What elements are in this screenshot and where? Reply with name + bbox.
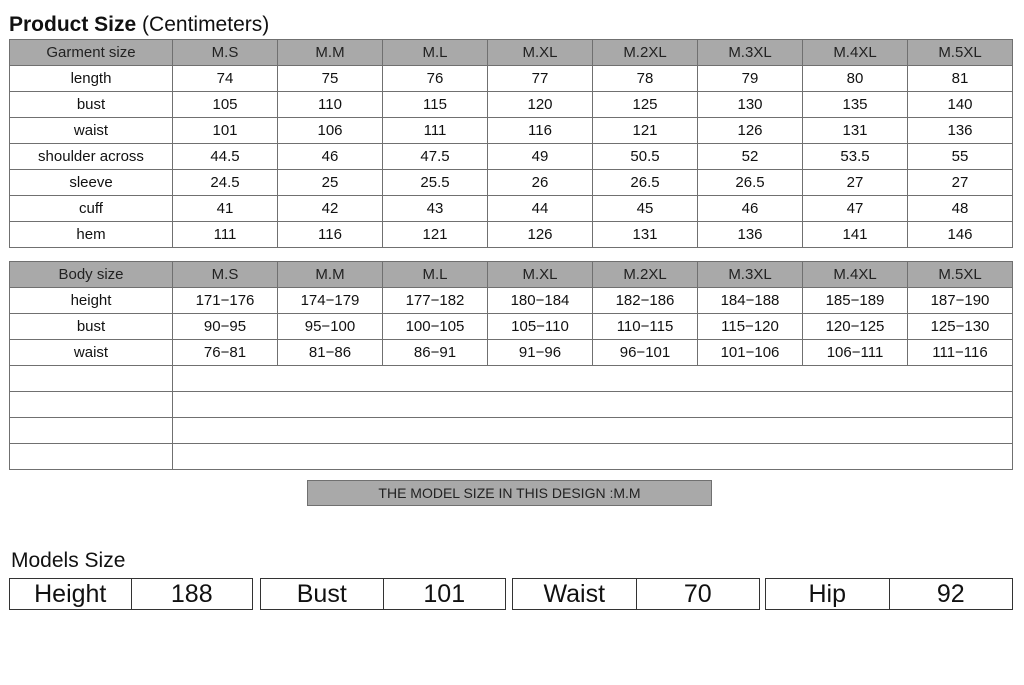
garment-cell: 135 xyxy=(803,92,908,118)
body-cell: 111−116 xyxy=(908,340,1013,366)
garment-row xyxy=(10,196,1013,222)
garment-cell: 43 xyxy=(383,196,488,222)
garment-header-cell: M.4XL xyxy=(803,40,908,66)
garment-cell: 46 xyxy=(698,196,803,222)
model-bust-label: Bust xyxy=(296,580,347,608)
garment-cell-label: hem xyxy=(10,222,173,248)
body-cell: 120−125 xyxy=(803,314,908,340)
garment-cell: 48 xyxy=(908,196,1013,222)
body-header-cell: M.4XL xyxy=(803,262,908,288)
empty-row xyxy=(10,392,1013,418)
body-cell: 81−86 xyxy=(278,340,383,366)
garment-header-cell: Garment size xyxy=(10,40,173,66)
garment-cell: 27 xyxy=(803,170,908,196)
garment-cell-label: cuff xyxy=(10,196,173,222)
body-header-cell: M.S xyxy=(173,262,278,288)
garment-cell: 146 xyxy=(908,222,1013,248)
garment-cell: 126 xyxy=(488,222,593,248)
garment-cell: 115 xyxy=(383,92,488,118)
empty-label-cell xyxy=(10,366,173,392)
garment-cell: 80 xyxy=(803,66,908,92)
body-header-cell: M.3XL xyxy=(698,262,803,288)
garment-cell-label: shoulder across xyxy=(10,144,173,170)
garment-row xyxy=(10,118,1013,144)
garment-cell: 41 xyxy=(173,196,278,222)
garment-header-cell: M.5XL xyxy=(908,40,1013,66)
empty-row xyxy=(10,444,1013,470)
garment-cell: 53.5 xyxy=(803,144,908,170)
page-title-main: Product Size xyxy=(9,13,137,36)
garment-table-body xyxy=(10,66,1013,248)
body-cell-label: waist xyxy=(10,340,173,366)
model-bust-box xyxy=(260,578,506,610)
garment-cell: 75 xyxy=(278,66,383,92)
garment-cell: 130 xyxy=(698,92,803,118)
garment-cell: 131 xyxy=(803,118,908,144)
garment-cell: 116 xyxy=(488,118,593,144)
garment-cell: 46 xyxy=(278,144,383,170)
body-cell: 185−189 xyxy=(803,288,908,314)
garment-header-cell: M.XL xyxy=(488,40,593,66)
body-cell-label: bust xyxy=(10,314,173,340)
model-bust-value: 101 xyxy=(383,579,506,609)
model-size-note: THE MODEL SIZE IN THIS DESIGN :M.M xyxy=(307,480,712,506)
page-title-unit: (Centimeters) xyxy=(142,13,270,36)
body-header-cell: M.L xyxy=(383,262,488,288)
body-cell: 106−111 xyxy=(803,340,908,366)
model-hip-value: 92 xyxy=(889,579,1013,609)
garment-cell: 131 xyxy=(593,222,698,248)
garment-cell: 42 xyxy=(278,196,383,222)
garment-header-cell: M.L xyxy=(383,40,488,66)
garment-row xyxy=(10,92,1013,118)
garment-cell: 110 xyxy=(278,92,383,118)
garment-cell: 125 xyxy=(593,92,698,118)
body-header-cell: M.XL xyxy=(488,262,593,288)
garment-cell: 26 xyxy=(488,170,593,196)
garment-cell: 77 xyxy=(488,66,593,92)
body-header-cell: M.5XL xyxy=(908,262,1013,288)
garment-size-table xyxy=(9,39,1013,248)
body-cell: 125−130 xyxy=(908,314,1013,340)
body-cell: 184−188 xyxy=(698,288,803,314)
empty-label-cell xyxy=(10,392,173,418)
body-cell: 100−105 xyxy=(383,314,488,340)
garment-cell: 136 xyxy=(908,118,1013,144)
body-cell: 101−106 xyxy=(698,340,803,366)
garment-cell: 111 xyxy=(173,222,278,248)
garment-cell: 121 xyxy=(593,118,698,144)
garment-cell: 81 xyxy=(908,66,1013,92)
garment-table-header xyxy=(10,40,1013,66)
body-cell: 86−91 xyxy=(383,340,488,366)
garment-cell-label: bust xyxy=(10,92,173,118)
body-cell: 76−81 xyxy=(173,340,278,366)
garment-cell: 101 xyxy=(173,118,278,144)
garment-cell: 26.5 xyxy=(593,170,698,196)
empty-label-cell xyxy=(10,444,173,470)
body-row xyxy=(10,288,1013,314)
garment-cell: 111 xyxy=(383,118,488,144)
empty-row xyxy=(10,366,1013,392)
garment-cell: 126 xyxy=(698,118,803,144)
model-waist-label: Waist xyxy=(543,580,606,608)
model-height-label: Height xyxy=(34,580,107,608)
body-table-header xyxy=(10,262,1013,288)
model-waist-box xyxy=(512,578,760,610)
body-row xyxy=(10,314,1013,340)
empty-value-cell xyxy=(173,444,1013,470)
body-cell: 96−101 xyxy=(593,340,698,366)
model-waist-value: 70 xyxy=(636,579,760,609)
garment-row xyxy=(10,170,1013,196)
garment-header-cell: M.S xyxy=(173,40,278,66)
empty-row xyxy=(10,418,1013,444)
body-cell: 110−115 xyxy=(593,314,698,340)
garment-cell-label: sleeve xyxy=(10,170,173,196)
body-cell: 174−179 xyxy=(278,288,383,314)
garment-cell: 121 xyxy=(383,222,488,248)
body-cell: 177−182 xyxy=(383,288,488,314)
garment-cell: 141 xyxy=(803,222,908,248)
body-size-table xyxy=(9,261,1013,470)
garment-cell: 44.5 xyxy=(173,144,278,170)
empty-value-cell xyxy=(173,366,1013,392)
garment-cell: 136 xyxy=(698,222,803,248)
garment-row xyxy=(10,66,1013,92)
garment-header-cell: M.M xyxy=(278,40,383,66)
body-table-body xyxy=(10,288,1013,470)
garment-row xyxy=(10,222,1013,248)
body-cell: 182−186 xyxy=(593,288,698,314)
garment-cell: 47.5 xyxy=(383,144,488,170)
body-row xyxy=(10,340,1013,366)
garment-header-cell: M.3XL xyxy=(698,40,803,66)
empty-label-cell xyxy=(10,418,173,444)
garment-cell: 25.5 xyxy=(383,170,488,196)
garment-cell: 26.5 xyxy=(698,170,803,196)
garment-header-cell: M.2XL xyxy=(593,40,698,66)
garment-row xyxy=(10,144,1013,170)
garment-cell: 24.5 xyxy=(173,170,278,196)
garment-cell: 27 xyxy=(908,170,1013,196)
garment-cell: 55 xyxy=(908,144,1013,170)
garment-cell-label: waist xyxy=(10,118,173,144)
body-cell-label: height xyxy=(10,288,173,314)
model-hip-label: Hip xyxy=(808,580,846,608)
model-hip-box xyxy=(765,578,1013,610)
page-title xyxy=(9,11,269,39)
garment-cell: 45 xyxy=(593,196,698,222)
body-cell: 91−96 xyxy=(488,340,593,366)
garment-cell: 120 xyxy=(488,92,593,118)
garment-cell: 44 xyxy=(488,196,593,222)
garment-cell: 52 xyxy=(698,144,803,170)
garment-cell: 105 xyxy=(173,92,278,118)
garment-cell: 49 xyxy=(488,144,593,170)
body-header-cell: Body size xyxy=(10,262,173,288)
empty-value-cell xyxy=(173,418,1013,444)
garment-cell-label: length xyxy=(10,66,173,92)
garment-cell: 74 xyxy=(173,66,278,92)
garment-cell: 79 xyxy=(698,66,803,92)
body-cell: 180−184 xyxy=(488,288,593,314)
empty-value-cell xyxy=(173,392,1013,418)
body-cell: 90−95 xyxy=(173,314,278,340)
garment-cell: 140 xyxy=(908,92,1013,118)
garment-cell: 106 xyxy=(278,118,383,144)
garment-cell: 50.5 xyxy=(593,144,698,170)
garment-cell: 116 xyxy=(278,222,383,248)
body-cell: 95−100 xyxy=(278,314,383,340)
body-cell: 171−176 xyxy=(173,288,278,314)
models-size-title: Models Size xyxy=(11,549,126,572)
body-cell: 115−120 xyxy=(698,314,803,340)
model-height-value: 188 xyxy=(131,579,253,609)
body-cell: 187−190 xyxy=(908,288,1013,314)
garment-cell: 78 xyxy=(593,66,698,92)
garment-cell: 25 xyxy=(278,170,383,196)
body-header-cell: M.2XL xyxy=(593,262,698,288)
body-header-cell: M.M xyxy=(278,262,383,288)
garment-cell: 47 xyxy=(803,196,908,222)
garment-cell: 76 xyxy=(383,66,488,92)
body-cell: 105−110 xyxy=(488,314,593,340)
model-height-box xyxy=(9,578,253,610)
